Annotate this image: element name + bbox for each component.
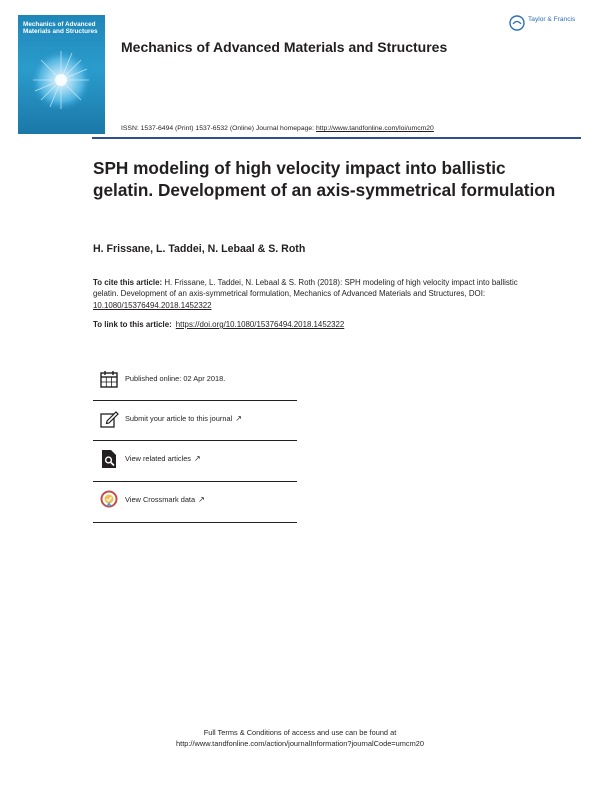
submit-article-text: Submit your article to this journal xyxy=(125,414,233,423)
article-link-row xyxy=(93,320,344,329)
external-link-icon: ↗ xyxy=(235,414,242,423)
external-link-icon: ↗ xyxy=(198,495,205,504)
publisher-logo-text: Taylor & Francis xyxy=(528,16,576,23)
journal-cover-image xyxy=(18,15,105,134)
edit-icon xyxy=(99,409,119,429)
external-link-icon: ↗ xyxy=(194,454,201,463)
journal-title[interactable]: Mechanics of Advanced Materials and Structures xyxy=(121,39,448,55)
issn-line xyxy=(121,125,434,132)
related-articles-label xyxy=(125,454,201,463)
document-search-icon xyxy=(99,449,119,469)
citation-text: H. Frissane, L. Taddei, N. Lebaal & S. Roth (2018): SPH modeling of high velocity impact into ballistic gelatin. Development of an axis-symmetrical formulation, Mechanics of Advanced Materials and Structures, DOI: xyxy=(93,278,518,299)
crossmark-row[interactable] xyxy=(93,481,297,521)
article-doi-link[interactable]: https://doi.org/10.1080/15376494.2018.1452322 xyxy=(175,320,345,329)
journal-homepage-link[interactable]: http://www.tandfonline.com/loi/umcm20 xyxy=(315,125,434,132)
published-online-label: Published online: 02 Apr 2018. xyxy=(125,374,226,383)
header-divider xyxy=(92,137,581,139)
footer-terms-text: Full Terms & Conditions of access and use can be found at xyxy=(203,728,397,737)
article-authors: H. Frissane, L. Taddei, N. Lebaal & S. Roth xyxy=(93,243,306,255)
article-link-label: To link to this article: xyxy=(93,320,172,329)
cover-artwork xyxy=(23,49,99,111)
citation-label: To cite this article: xyxy=(93,278,163,287)
citation-block xyxy=(93,277,523,311)
footer-terms-link[interactable]: http://www.tandfonline.com/action/journalInformation?journalCode=umcm20 xyxy=(176,739,424,748)
issn-text: ISSN: 1537-6494 (Print) 1537-6532 (Online) Journal homepage: xyxy=(121,125,316,132)
crossmark-text: View Crossmark data xyxy=(125,495,196,504)
citation-doi-link[interactable]: 10.1080/15376494.2018.1452322 xyxy=(93,300,212,310)
published-online-row xyxy=(93,360,297,400)
publisher-logo-icon xyxy=(509,15,525,31)
publisher-logo[interactable] xyxy=(509,15,584,35)
submit-article-label xyxy=(125,414,242,423)
crossmark-label xyxy=(125,495,205,504)
divider xyxy=(93,522,297,523)
cover-title: Mechanics of Advanced Materials and Structures xyxy=(23,21,98,35)
related-articles-row[interactable] xyxy=(93,440,297,480)
submit-article-row[interactable] xyxy=(93,400,297,440)
calendar-icon xyxy=(99,369,119,389)
crossmark-icon xyxy=(99,490,119,510)
related-articles-text: View related articles xyxy=(125,454,191,463)
article-title: SPH modeling of high velocity impact into ballistic gelatin. Development of an axis-symmetrical formulation xyxy=(93,158,556,200)
footer xyxy=(0,727,600,749)
